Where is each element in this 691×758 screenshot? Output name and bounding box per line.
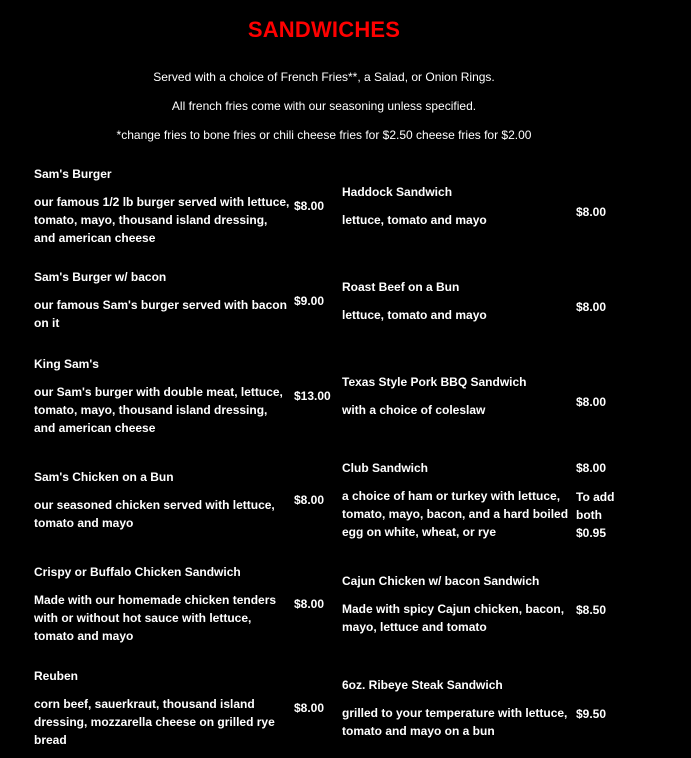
intro-line-sides: Served with a choice of French Fries**, a Salad, or Onion Rings. bbox=[153, 70, 495, 84]
item-price: $8.50 bbox=[576, 603, 607, 617]
item-name: Reuben bbox=[34, 669, 79, 683]
menu-item-king-sams bbox=[34, 355, 292, 437]
item-price: $8.00 bbox=[294, 493, 325, 507]
item-description: Made with spicy Cajun chicken, bacon, mayo, lettuce and tomato bbox=[342, 602, 565, 634]
item-description: lettuce, tomato and mayo bbox=[342, 308, 487, 322]
item-price: $8.00 bbox=[576, 461, 607, 475]
item-description: Made with our homemade chicken tenders with or without hot sauce with lettuce, tomato and mayo bbox=[34, 593, 277, 643]
item-price: $8.00 bbox=[576, 205, 607, 219]
item-name: Sam's Chicken on a Bun bbox=[34, 470, 174, 484]
item-name: Texas Style Pork BBQ Sandwich bbox=[342, 375, 527, 389]
item-name: Cajun Chicken w/ bacon Sandwich bbox=[342, 574, 540, 588]
item-name: King Sam's bbox=[34, 357, 99, 371]
item-price: $8.00 bbox=[576, 395, 607, 409]
addon-label: To add bbox=[576, 490, 615, 504]
menu-item-roast-beef bbox=[342, 278, 572, 324]
item-description: our seasoned chicken served with lettuce, tomato and mayo bbox=[34, 498, 275, 530]
item-price: $8.00 bbox=[576, 300, 607, 314]
item-description: with a choice of coleslaw bbox=[342, 403, 486, 417]
item-price: $9.50 bbox=[576, 707, 607, 721]
intro-line-seasoning: All french fries come with our seasoning unless specified. bbox=[171, 99, 477, 113]
item-price: $8.00 bbox=[294, 701, 325, 715]
menu-item-sams-burger bbox=[34, 165, 292, 247]
item-name: 6oz. Ribeye Steak Sandwich bbox=[342, 678, 503, 692]
item-description: our famous 1/2 lb burger served with lettuce, tomato, mayo, thousand island dressing, and american cheese bbox=[34, 195, 290, 245]
item-name: Haddock Sandwich bbox=[342, 185, 453, 199]
item-description: our Sam's burger with double meat, lettuce, tomato, mayo, thousand island dressing, and american cheese bbox=[34, 385, 283, 435]
addon-price: $0.95 bbox=[576, 526, 607, 540]
intro-line-fry-upgrades: *change fries to bone fries or chili cheese fries for $2.50 cheese fries for $2.00 bbox=[116, 128, 532, 142]
item-price: $13.00 bbox=[294, 389, 331, 403]
item-description: our famous Sam's burger served with bacon on it bbox=[34, 298, 287, 330]
item-name: Roast Beef on a Bun bbox=[342, 280, 460, 294]
item-name: Sam's Burger bbox=[34, 167, 112, 181]
item-description: lettuce, tomato and mayo bbox=[342, 213, 487, 227]
item-description: a choice of ham or turkey with lettuce, tomato, mayo, bacon, and a hard boiled egg on white, wheat, or rye bbox=[342, 489, 569, 539]
menu-item-haddock bbox=[342, 183, 572, 229]
item-price: $8.00 bbox=[294, 199, 325, 213]
menu-item-reuben bbox=[34, 667, 292, 749]
menu-item-cajun-chicken bbox=[342, 572, 572, 636]
item-name: Club Sandwich bbox=[342, 461, 429, 475]
item-price: $9.00 bbox=[294, 294, 325, 308]
item-name: Sam's Burger w/ bacon bbox=[34, 270, 167, 284]
menu-item-texas-pork-bbq bbox=[342, 373, 572, 419]
addon-label: both bbox=[576, 508, 602, 522]
menu-item-crispy-buffalo-chicken bbox=[34, 563, 292, 645]
menu-item-sams-burger-bacon bbox=[34, 268, 292, 332]
menu-item-sams-chicken bbox=[34, 468, 292, 532]
menu-item-club-sandwich bbox=[342, 459, 572, 541]
item-description: corn beef, sauerkraut, thousand island dressing, mozzarella cheese on grilled rye bread bbox=[34, 697, 275, 747]
item-name: Crispy or Buffalo Chicken Sandwich bbox=[34, 565, 241, 579]
item-price: $8.00 bbox=[294, 597, 325, 611]
menu-item-ribeye-steak bbox=[342, 676, 572, 740]
menu-section-title: SANDWICHES bbox=[247, 17, 401, 42]
item-description: grilled to your temperature with lettuce, tomato and mayo on a bun bbox=[342, 706, 568, 738]
